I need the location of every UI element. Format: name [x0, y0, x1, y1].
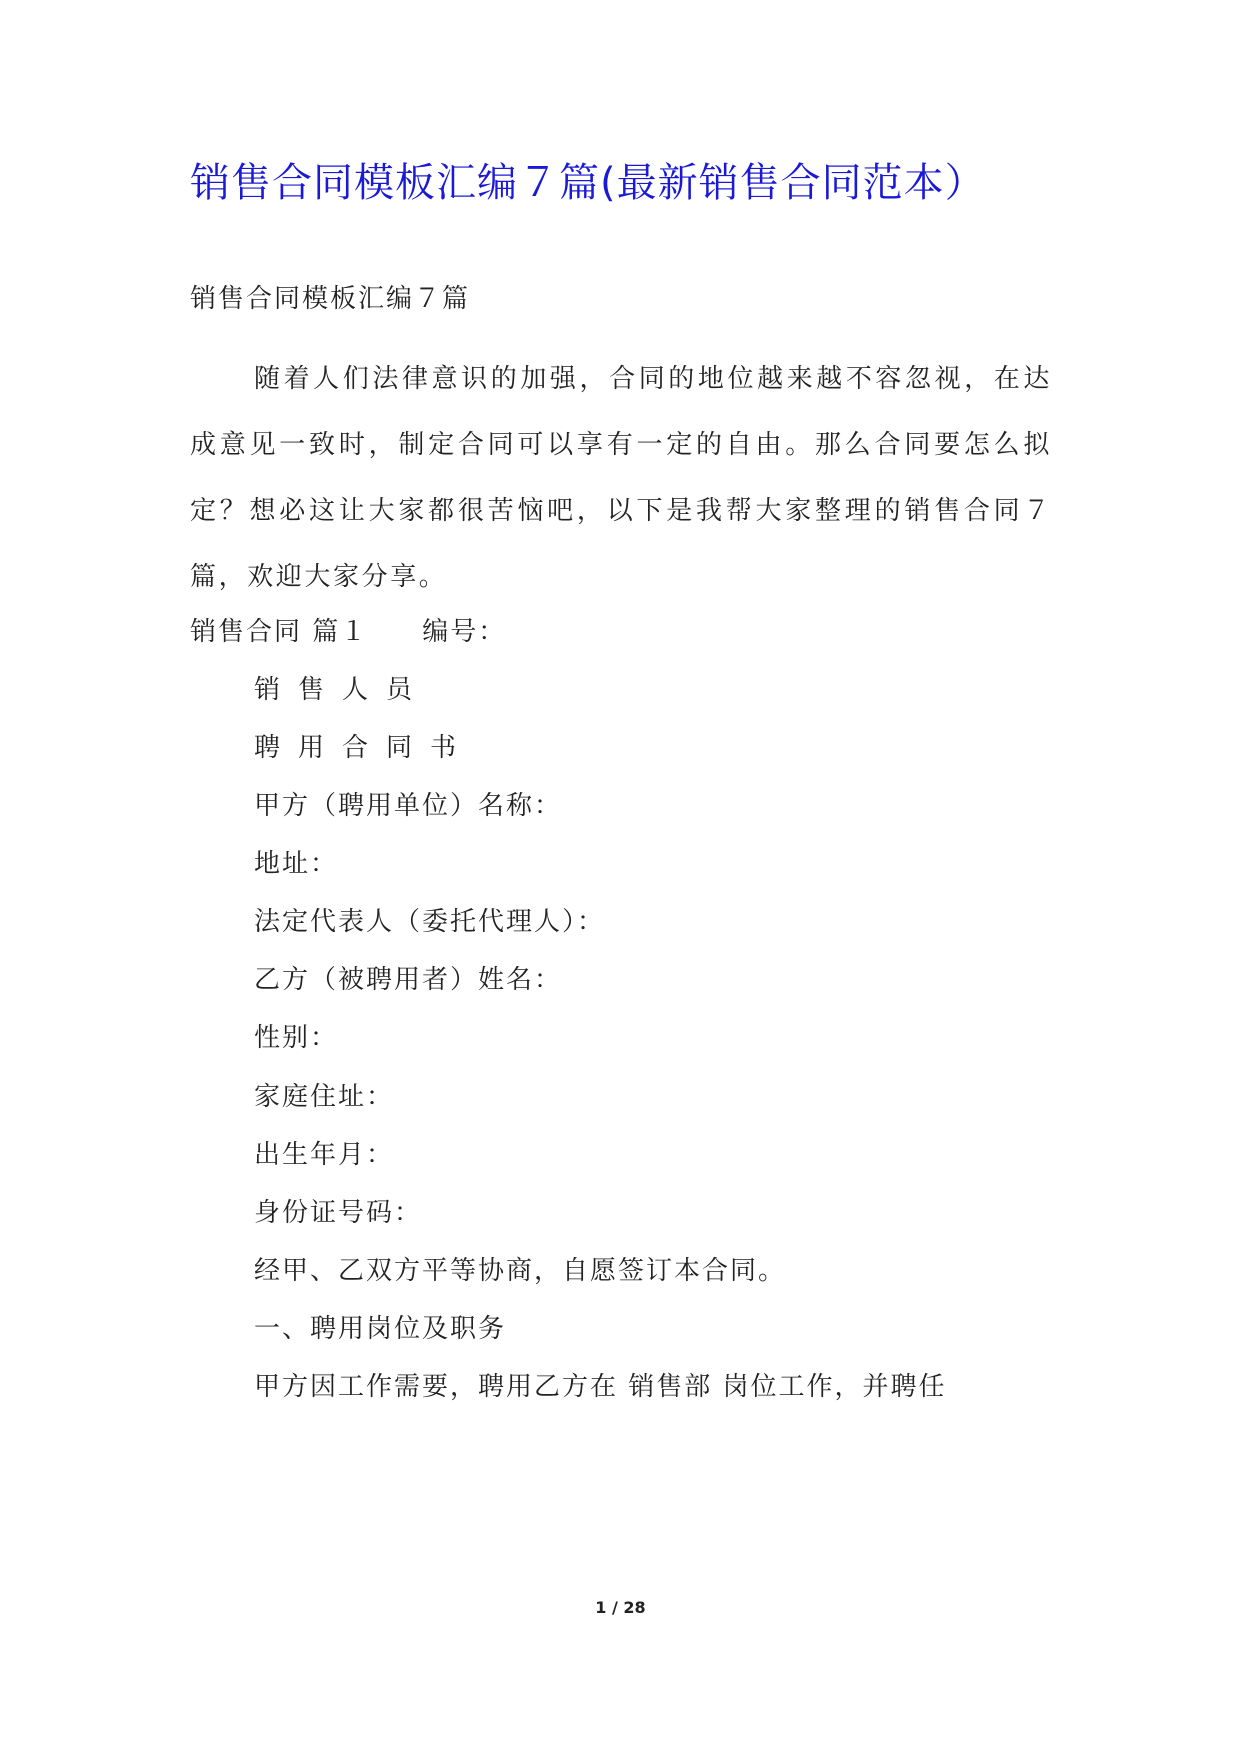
section-heading-row: [190, 599, 1050, 665]
line-contract-title: 聘用合同书: [254, 733, 475, 763]
line-address: 地址：: [254, 849, 339, 879]
line-birth-date: 出生年月：: [254, 1140, 395, 1170]
line-clause-heading: 一、聘用岗位及职务: [254, 1314, 507, 1344]
document-title: 销售合同模板汇编７篇(最新销售合同范本）: [190, 160, 986, 206]
line-agreement-statement: 经甲、乙双方平等协商，自愿签订本合同。: [254, 1256, 787, 1286]
line-id-number: 身份证号码：: [254, 1198, 423, 1228]
line-party-a-name: 甲方（聘用单位）名称：: [254, 791, 563, 821]
document-subtitle: 销售合同模板汇编７篇: [190, 284, 471, 314]
line-sales-staff: 销售人员: [254, 675, 431, 705]
section-heading: 销售合同 篇１: [190, 617, 369, 647]
intro-paragraph: 随着人们法律意识的加强，合同的地位越来越不容忽视，在达成意见一致时，制定合同可以享有一定的自由。那么合同要怎么拟定？想必这让大家都很苦恼吧，以下是我帮大家整理的销售合同７篇，欢迎大家分享。: [190, 364, 1052, 592]
line-home-address: 家庭住址：: [254, 1082, 395, 1112]
line-clause-text: 甲方因工作需要，聘用乙方在 销售部 岗位工作，并聘任: [254, 1372, 947, 1402]
line-gender: 性别：: [254, 1023, 339, 1053]
section-number-label: 编号：: [422, 617, 507, 647]
line-legal-representative: 法定代表人（委托代理人）：: [254, 907, 606, 937]
page-indicator: 1 / 28: [595, 1598, 646, 1617]
line-party-b-name: 乙方（被聘用者）姓名：: [254, 965, 563, 995]
